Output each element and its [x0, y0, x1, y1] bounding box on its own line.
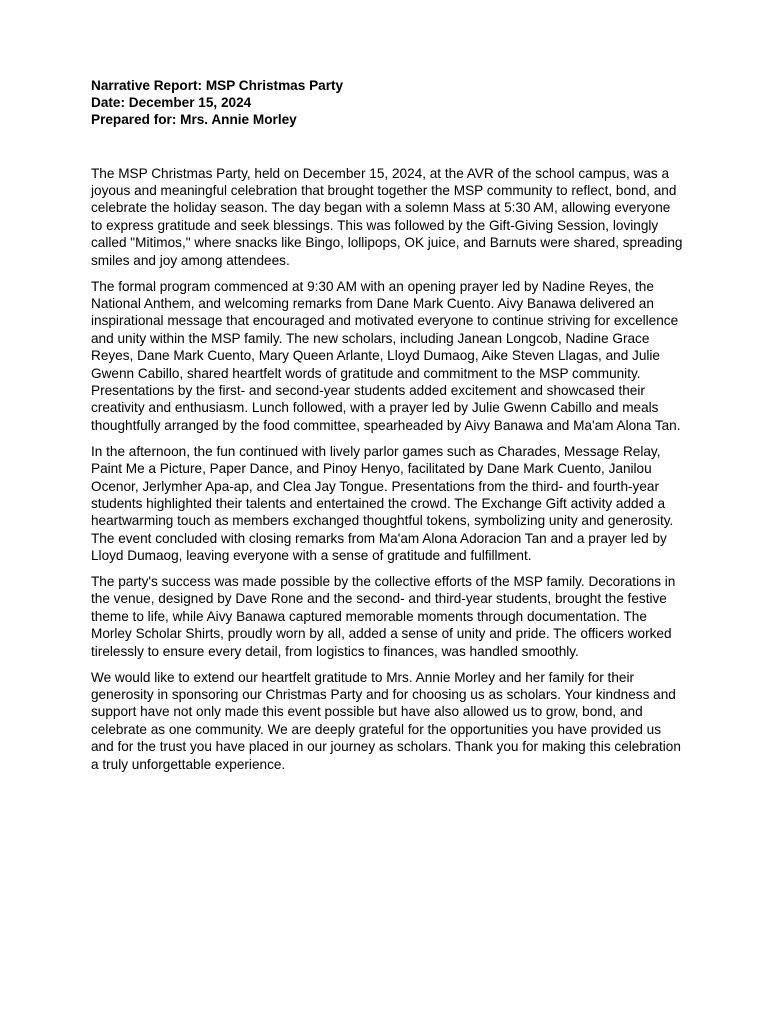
report-prepared-for: Prepared for: Mrs. Annie Morley	[91, 112, 297, 128]
report-title: Narrative Report: MSP Christmas Party	[91, 78, 344, 93]
paragraph-intro: The MSP Christmas Party, held on December 15, 2024, at the AVR of the school campus, was a joyous and meaningful celebration that brought together the MSP community to reflect, bond, and celebrate the holiday season. The day began with a solemn Mass at 5:30 AM, allowing everyone to express gratitude and seek blessings. This was followed by the Gift-Giving Session, lovingly called "Mitimos," where snacks like Bingo, lollipops, OK juice, and Barnuts were shared, spreading smiles and joy among attendees.	[91, 165, 683, 268]
report-date: Date: December 15, 2024	[91, 95, 252, 111]
document-page	[91, 77, 683, 782]
report-body	[91, 165, 683, 773]
paragraph-formal-program: The formal program commenced at 9:30 AM with an opening prayer led by Nadine Reyes, the National Anthem, and welcoming remarks from Dane Mark Cuento. Aivy Banawa delivered an inspirational message that encouraged and motivated everyone to continue striving for excellence and unity within the MSP family. The new scholars, including Janean Longcob, Nadine Grace Reyes, Dane Mark Cuento, Mary Queen Arlante, Lloyd Dumaog, Aike Steven Llagas, and Julie Gwenn Cabillo, shared heartfelt words of gratitude and commitment to the MSP community. Presentations by the first- and second-year students added excitement and showcased their creativity and enthusiasm. Lunch followed, with a prayer led by Julie Gwenn Cabillo and meals thoughtfully arranged by the food committee, spearheaded by Aivy Banawa and Ma'am Alona Tan.	[91, 278, 681, 433]
paragraph-afternoon: In the afternoon, the fun continued with lively parlor games such as Charades, Message Relay, Paint Me a Picture, Paper Dance, and Pinoy Henyo, facilitated by Dane Mark Cuento, Janilou Ocenor, Jerlymher Apa-ap, and Clea Jay Tongue. Presentations from the third- and fourth-year students highlighted their talents and entertained the crowd. The Exchange Gift activity added a heartwarming touch as members exchanged thoughtful tokens, symbolizing unity and generosity. The event concluded with closing remarks from Ma'am Alona Adoracion Tan and a prayer led by Lloyd Dumaog, leaving everyone with a sense of gratitude and fulfillment.	[91, 443, 674, 564]
paragraph-gratitude: We would like to extend our heartfelt gratitude to Mrs. Annie Morley and her family for their generosity in sponsoring our Christmas Party and for choosing us as scholars. Your kindness and support have not only made this event possible but have also allowed us to grow, bond, and celebrate as one community. We are deeply grateful for the opportunities you have provided us and for the trust you have placed in our journey as scholars. Thank you for making this celebration a truly unforgettable experience.	[91, 669, 681, 772]
report-header	[91, 77, 683, 129]
paragraph-success: The party's success was made possible by the collective efforts of the MSP family. Decorations in the venue, designed by Dave Rone and the second- and third-year students, brought the festive theme to life, while Aivy Banawa captured memorable moments through documentation. The Morley Scholar Shirts, proudly worn by all, added a sense of unity and pride. The officers worked tirelessly to ensure every detail, from logistics to finances, was handled smoothly.	[91, 574, 676, 659]
